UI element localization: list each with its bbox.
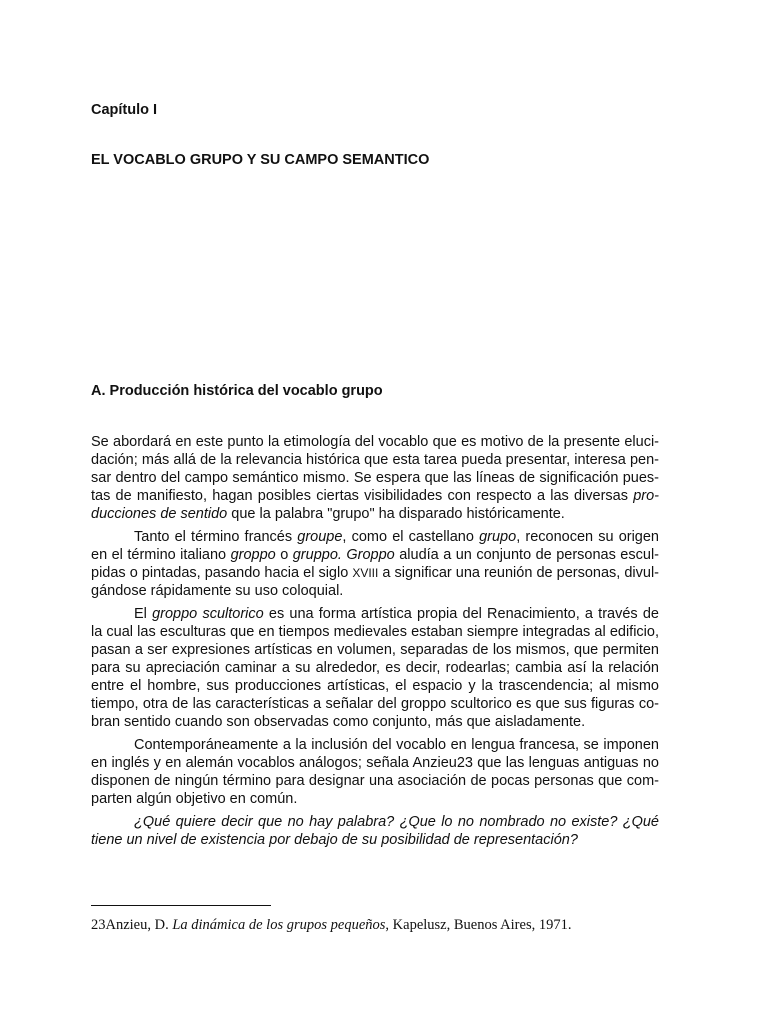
footnote: 23Anzieu, D. La dinámica de los grupos pequeños, Kapelusz, Buenos Aires, 1971. [91, 917, 572, 933]
paragraph-anzieu: Contemporáneamente a la inclusión del vocablo en lengua francesa, se imponen en inglés y en alemán vocablos análogos; señala Anzieu23 que las lenguas antiguas no disponen de ningún término para designar una asociación de pocas personas que com-parten algún objetivo en común. [91, 737, 659, 807]
paragraph-etymology-intro: Se abordará en este punto la etimología del vocablo que es motivo de la presente eluci-dación; más allá de la relevancia histórica que esta tarea pueda presentar, interesa pen-sar dentro del campo semántico mismo. Se espera que las líneas de significación pues-tas de manifiesto, hagan posibles ciertas visibilidades con respecto a las diversas pro-ducciones de sentido que la palabra "grupo" ha disparado históricamente. [91, 434, 659, 522]
paragraph-origin: Tanto el término francés groupe, como el castellano grupo, reconocen su origen en el término italiano groppo o gruppo. Groppo aludía a un conjunto de personas escul-pidas o pintadas, pasando hacia el siglo XVIII a significar una reunión de personas, divul-gándose rápidamente su uso coloquial. [91, 529, 660, 599]
footnote-divider [91, 905, 271, 906]
body-text [91, 433, 659, 854]
section-heading: A. Producción histórica del vocablo grupo [91, 383, 383, 399]
paragraph-groppo-scultorico: El groppo scultorico es una forma artística propia del Renacimiento, a través de la cual las esculturas que en tiempos medievales estaban siempre integradas al edificio, pasan a ser expresiones artísticas en volumen, separadas de los mismos, que permiten para su apreciación caminar a su alrededor, es decir, rodearlas; cambia así la relación entre el hombre, sus producciones artísticas, el espacio y la trascendencia; al mismo tiempo, otra de las características a señalar del groppo scultorico es que sus figuras co-bran sentido cuando son observadas como conjunto, más que aisladamente. [91, 606, 659, 730]
paragraph-questions: ¿Qué quiere decir que no hay palabra? ¿Que lo no nombrado no existe? ¿Qué tiene un nivel de existencia por debajo de su posibilidad de representación? [91, 814, 659, 848]
chapter-title: EL VOCABLO GRUPO Y SU CAMPO SEMANTICO [91, 152, 430, 168]
chapter-label: Capítulo I [91, 102, 158, 118]
